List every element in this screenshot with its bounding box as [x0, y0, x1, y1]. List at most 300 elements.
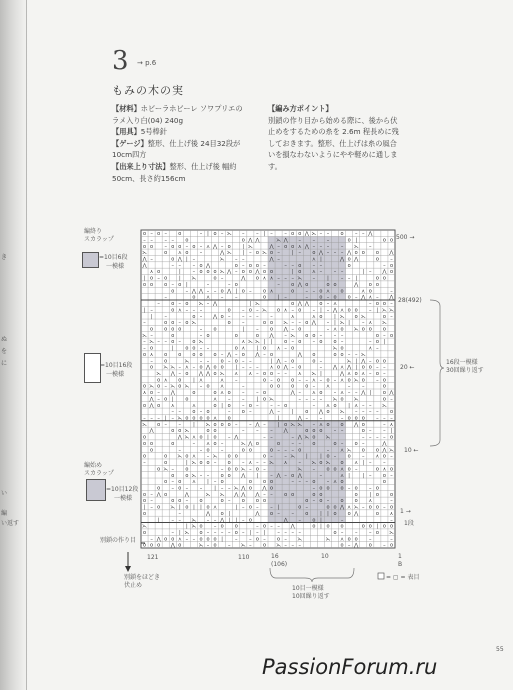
stitch-symbol: – — [270, 313, 273, 320]
stitch-symbol: o — [269, 485, 274, 492]
stitch-symbol: o — [262, 294, 267, 301]
stitch-symbol: – — [369, 460, 372, 467]
stitch-symbol: – — [298, 517, 301, 524]
stitch-symbol: ⋏ — [192, 479, 196, 486]
stitch-symbol: – — [312, 288, 316, 295]
stitch-symbol: ⋀ — [227, 288, 232, 295]
stitch-symbol: o — [389, 332, 394, 339]
stitch-symbol: ⋋ — [388, 530, 394, 537]
stitch-symbol: – — [185, 485, 189, 492]
stitch-symbol: o — [199, 536, 203, 543]
stitch-symbol: – — [227, 281, 231, 288]
stitch-symbol: o — [248, 485, 252, 492]
point-line: いを損なわないようにやや軽めに通します。 — [268, 150, 398, 171]
stitch-symbol: – — [178, 517, 182, 524]
stitch-symbol: o — [354, 485, 358, 492]
stitch-symbol: ⋋ — [254, 301, 260, 308]
stitch-symbol: | — [242, 243, 245, 250]
stitch-symbol: o — [248, 447, 252, 454]
stitch-symbol: o — [171, 498, 175, 505]
stitch-symbol: o — [185, 301, 189, 308]
stitch-symbol: o — [150, 326, 154, 333]
stitch-symbol: – — [291, 262, 294, 269]
stitch-symbol: o — [227, 460, 231, 467]
stitch-symbol: ⋏ — [269, 275, 274, 282]
stitch-symbol: – — [227, 485, 231, 492]
stitch-symbol: ⋏ — [220, 383, 224, 390]
stitch-symbol: o — [150, 440, 154, 447]
stitch-symbol: ⋏ — [340, 307, 344, 314]
stitch-symbol: o — [389, 262, 394, 269]
stitch-symbol: – — [270, 377, 273, 384]
stitch-symbol: o — [291, 345, 295, 352]
stitch-symbol: o — [185, 472, 189, 479]
col-10-label: 10 — [321, 553, 329, 560]
stitch-symbol: o — [340, 498, 344, 505]
stitch-symbol: – — [263, 421, 266, 428]
stitch-symbol: – — [235, 536, 238, 543]
stitch-symbol: – — [242, 396, 245, 403]
stitch-symbol: – — [333, 250, 337, 257]
stitch-symbol: – — [369, 409, 372, 416]
stitch-symbol: ⋋ — [191, 320, 197, 327]
stitch-symbol: – — [277, 523, 280, 530]
stitch-symbol: o — [199, 460, 203, 467]
stitch-symbol: ⋋ — [240, 466, 246, 473]
stitch-symbol: o — [150, 364, 154, 371]
stitch-symbol: o — [375, 466, 379, 473]
stitch-symbol: – — [171, 409, 174, 416]
stitch-symbol: – — [390, 313, 393, 320]
stitch-symbol: ⋀ — [304, 243, 309, 250]
col-16-label: 16 — [271, 553, 279, 560]
row-1-label: 1 → — [400, 508, 411, 515]
stitch-symbol: o — [347, 294, 351, 301]
stitch-symbol: – — [369, 243, 372, 250]
stitch-symbol: – — [277, 250, 280, 257]
stitch-symbol: ⋏ — [368, 320, 373, 327]
stitch-symbol: o — [389, 409, 394, 416]
stitch-symbol: – — [185, 498, 189, 505]
repeat-bracket-vertical — [430, 300, 444, 446]
stitch-symbol: o — [262, 498, 267, 505]
stitch-symbol: o — [220, 358, 224, 365]
row-500-label: 500 → — [396, 234, 415, 241]
stitch-symbol: ⋋ — [142, 421, 148, 428]
stitch-symbol: | — [327, 510, 329, 517]
stitch-symbol: o — [220, 523, 224, 530]
stitch-symbol: o — [262, 371, 267, 378]
stitch-symbol: – — [192, 269, 196, 276]
stitch-symbol: – — [242, 383, 245, 390]
stitch-symbol: ⋀ — [332, 364, 338, 371]
stitch-symbol: o — [368, 364, 372, 371]
stitch-symbol: ⋏ — [340, 390, 344, 397]
stitch-symbol: ⋏ — [220, 390, 224, 397]
stitch-symbol: o — [277, 364, 281, 371]
stitch-symbol: o — [255, 250, 259, 257]
stitch-symbol: o — [312, 428, 316, 435]
stitch-symbol: ⋋ — [297, 275, 303, 282]
stitch-symbol: o — [305, 320, 309, 327]
stitch-symbol: – — [192, 307, 196, 314]
stitch-symbol: – — [277, 243, 280, 250]
stitch-symbol: o — [354, 498, 358, 505]
stitch-symbol: ⋀ — [205, 262, 211, 269]
stitch-symbol: o — [213, 371, 217, 378]
stitch-symbol: o — [213, 536, 217, 543]
stitch-symbol: o — [171, 320, 175, 327]
margin-mark: を — [1, 348, 8, 355]
stitch-symbol: | — [178, 269, 181, 276]
stitch-symbol: | — [291, 409, 294, 416]
stitch-symbol: ⋏ — [354, 402, 359, 409]
stitch-symbol: ⋏ — [340, 377, 344, 384]
stitch-symbol: ⋀ — [283, 237, 288, 244]
stitch-symbol: – — [326, 237, 330, 244]
stitch-symbol: – — [206, 281, 210, 288]
stitch-symbol: o — [305, 332, 309, 339]
stitch-symbol: o — [150, 447, 154, 454]
stitch-symbol: ⋋ — [149, 383, 155, 390]
stitch-symbol: ⋋ — [184, 358, 190, 365]
stitch-symbol: o — [192, 243, 196, 250]
stitch-symbol: – — [242, 390, 245, 397]
stitch-symbol: o — [375, 371, 379, 378]
stitch-symbol: ⋋ — [170, 504, 176, 511]
stitch-symbol: o — [192, 294, 196, 301]
stitch-symbol: o — [142, 351, 147, 358]
stitch-symbol: ⋏ — [326, 383, 330, 390]
stitch-symbol: o — [333, 402, 337, 409]
stitch-symbol: – — [150, 231, 153, 238]
stitch-symbol: ⋋ — [198, 542, 204, 549]
stitch-symbol: – — [227, 396, 231, 403]
stitch-symbol: o — [375, 301, 379, 308]
stitch-symbol: – — [235, 269, 238, 276]
stitch-symbol: o — [291, 281, 295, 288]
stitch-symbol: ⋀ — [170, 542, 175, 549]
stitch-symbol: – — [305, 288, 309, 295]
stitch-symbol: – — [319, 262, 323, 269]
stitch-symbol: – — [347, 383, 351, 390]
stitch-symbol: ⋏ — [248, 460, 253, 467]
stitch-symbol: | — [320, 453, 322, 460]
stitch-symbol: – — [227, 358, 231, 365]
stitch-symbol: – — [220, 351, 224, 358]
stitch-symbol: ⋀ — [354, 421, 359, 428]
stitch-symbol: – — [164, 339, 167, 346]
stitch-symbol: | — [235, 517, 238, 524]
stitch-symbol: o — [319, 491, 323, 498]
point-line: 別鎖の作り目から始める際に、後から伏 — [268, 115, 398, 125]
stitch-symbol: – — [249, 364, 252, 371]
stitch-symbol: – — [312, 275, 316, 282]
stitch-symbol: ⋋ — [325, 434, 331, 441]
stitch-symbol: ⋀ — [255, 510, 260, 517]
stitch-symbol: o — [213, 428, 217, 435]
stitch-symbol: ⋏ — [312, 390, 316, 397]
stitch-symbol: ⋋ — [276, 237, 282, 244]
stitch-symbol: o — [382, 275, 386, 282]
stitch-symbol: | — [263, 530, 266, 537]
stitch-symbol: ⋋ — [353, 243, 359, 250]
stitch-symbol: o — [220, 288, 224, 295]
stitch-symbol: ⋋ — [290, 421, 296, 428]
stitch-symbol: o — [347, 307, 351, 314]
stitch-symbol: ⋏ — [283, 307, 288, 314]
stitch-symbol: o — [347, 536, 351, 543]
stitch-symbol: o — [248, 402, 252, 409]
stitch-symbol: – — [220, 466, 224, 473]
stitch-symbol: o — [340, 460, 344, 467]
stitch-symbol: o — [375, 332, 379, 339]
stitch-symbol: – — [312, 421, 316, 428]
stitch-symbol: ⋋ — [142, 523, 148, 530]
stitch-symbol: – — [369, 339, 372, 346]
stitch-symbol: o — [340, 326, 344, 333]
stitch-symbol: ⋀ — [297, 415, 302, 422]
stitch-symbol: – — [249, 250, 252, 257]
stitch-symbol: o — [326, 281, 330, 288]
stitch-symbol: – — [305, 504, 309, 511]
stitch-symbol: ⋏ — [375, 453, 380, 460]
stitch-symbol: – — [333, 332, 337, 339]
stitch-symbol: – — [171, 281, 174, 288]
stitch-symbol: o — [157, 231, 161, 238]
stitch-symbol: – — [383, 371, 386, 378]
stitch-symbol: o — [150, 345, 154, 352]
stitch-symbol: o — [213, 269, 217, 276]
stitch-symbol: o — [171, 307, 175, 314]
stitch-symbol: – — [249, 313, 252, 320]
stitch-symbol: ⋋ — [381, 402, 387, 409]
stitch-symbol: o — [333, 351, 337, 358]
stitch-symbol: – — [213, 288, 217, 295]
stitch-symbol: ⋀ — [297, 301, 302, 308]
stitch-symbol: – — [256, 371, 259, 378]
stitch-symbol: – — [362, 231, 365, 238]
stitch-symbol: – — [284, 231, 287, 238]
stitch-symbol: o — [312, 479, 316, 486]
bind-off-label: 別鎖をほどき 伏止め — [124, 574, 161, 589]
stitch-symbol: ⋋ — [269, 396, 275, 403]
stitch-symbol: ⋀ — [262, 485, 267, 492]
stitch-symbol: ⋏ — [177, 250, 182, 257]
stitch-symbol: – — [249, 421, 252, 428]
stitch-symbol: ⋀ — [389, 390, 394, 397]
stitch-symbol: – — [235, 294, 238, 301]
stitch-symbol: o — [234, 530, 238, 537]
stitch-symbol: ⋋ — [184, 530, 190, 537]
stitch-symbol: ⋀ — [191, 288, 196, 295]
stitch-symbol: – — [347, 390, 351, 397]
stitch-symbol: ⋏ — [347, 504, 351, 511]
margin-mark: ぬ — [1, 336, 8, 343]
stitch-symbol: o — [142, 542, 147, 549]
stitch-symbol: | — [193, 504, 195, 511]
stitch-symbol: | — [186, 256, 188, 263]
stitch-symbol: – — [362, 409, 365, 416]
repeat-vertical-label: 16段一模様 30回繰り返す — [446, 359, 484, 374]
stitch-symbol: – — [185, 307, 189, 314]
stitch-symbol: o — [185, 415, 189, 422]
stitch-symbol: o — [206, 428, 210, 435]
stitch-symbol: o — [206, 504, 210, 511]
stitch-symbol: – — [164, 237, 167, 244]
stitch-symbol: – — [263, 466, 266, 473]
stitch-symbol: ⋋ — [346, 358, 352, 365]
point-heading: 【編み方ポイント】 — [268, 104, 333, 113]
stitch-symbol: – — [383, 542, 386, 549]
stitch-symbol: – — [178, 447, 182, 454]
stitch-symbol: o — [213, 440, 217, 447]
stitch-symbol: – — [390, 517, 393, 524]
stitch-symbol: – — [291, 510, 294, 517]
stitch-symbol: | — [242, 250, 245, 257]
stitch-symbol: ⋀ — [269, 332, 274, 339]
stitch-symbol: o — [213, 434, 217, 441]
stitch-symbol: o — [291, 383, 295, 390]
stitch-symbol: o — [312, 358, 316, 365]
point-line: しておきます。整形、仕上げは糸の風合 — [268, 138, 397, 148]
stitch-symbol: o — [178, 326, 182, 333]
stitch-symbol: o — [340, 479, 344, 486]
stitch-symbol: o — [291, 288, 295, 295]
stitch-symbol: o — [298, 307, 302, 314]
stitch-symbol: o — [234, 262, 238, 269]
stitch-symbol: – — [164, 421, 167, 428]
stitch-symbol: o — [389, 491, 394, 498]
stitch-symbol: ⋀ — [170, 371, 175, 378]
stitch-symbol: ⋀ — [361, 358, 366, 365]
stitch-symbol: ⋀ — [283, 326, 288, 333]
stitch-symbol: ⋀ — [318, 250, 323, 257]
stitch-symbol: – — [312, 383, 316, 390]
stitch-symbol: | — [320, 523, 322, 530]
stitch-symbol: | — [355, 358, 358, 365]
stitch-symbol: o — [248, 517, 252, 524]
stitch-symbol: ⋋ — [191, 275, 197, 282]
stitch-symbol: – — [227, 530, 231, 537]
stitch-symbol: o — [213, 231, 217, 238]
stitch-symbol: – — [284, 262, 287, 269]
stitch-symbol: ⋀ — [149, 428, 154, 435]
stitch-symbol: ⋏ — [319, 421, 323, 428]
stitch-symbol: – — [305, 415, 309, 422]
stitch-symbol: o — [164, 358, 168, 365]
stitch-symbol: – — [298, 396, 301, 403]
stitch-symbol: – — [199, 345, 203, 352]
stitch-symbol: – — [206, 453, 210, 460]
stitch-symbol: o — [298, 269, 302, 276]
stitch-symbol: o — [361, 377, 365, 384]
stitch-symbol: | — [348, 472, 350, 479]
repeat-horizontal-label: 10目一模様 10回繰り返す — [292, 585, 330, 600]
stitch-symbol: | — [164, 415, 167, 422]
stitch-symbol: o — [340, 345, 344, 352]
stitch-symbol: ⋏ — [241, 345, 246, 352]
stitch-symbol: o — [361, 421, 365, 428]
stitch-symbol: ⋀ — [269, 409, 274, 416]
stitch-symbol: | — [277, 421, 280, 428]
stitch-symbol: – — [319, 231, 323, 238]
stitch-symbol: – — [256, 313, 259, 320]
stitch-symbol: o — [199, 523, 203, 530]
stitch-symbol: | — [214, 485, 216, 492]
stitch-symbol: o — [255, 440, 259, 447]
stitch-symbol: – — [298, 440, 301, 447]
stitch-symbol: – — [312, 498, 316, 505]
stitch-symbol: o — [142, 383, 147, 390]
stitch-symbol: | — [186, 460, 188, 467]
stitch-symbol: – — [199, 383, 203, 390]
stitch-symbol: ⋏ — [389, 421, 394, 428]
stitch-symbol: – — [164, 313, 167, 320]
stitch-symbol: o — [213, 542, 217, 549]
stitch-symbol: ⋋ — [290, 453, 296, 460]
stitch-symbol: o — [248, 307, 252, 314]
stitch-symbol: o — [382, 523, 386, 530]
stitch-symbol: – — [249, 409, 252, 416]
stitch-symbol: – — [249, 288, 252, 295]
stitch-symbol: o — [164, 536, 168, 543]
stitch-symbol: o — [269, 383, 274, 390]
stitch-symbol: – — [390, 498, 393, 505]
legend1-sub: 一模様 — [106, 263, 125, 270]
stitch-symbol: ⋏ — [192, 453, 196, 460]
stitch-symbol: o — [340, 351, 344, 358]
stitch-symbol: ⋀ — [382, 440, 387, 447]
stitch-symbol: o — [234, 358, 238, 365]
stitch-symbol: ⋋ — [332, 396, 338, 403]
stitch-symbol: – — [171, 262, 174, 269]
stitch-symbol: o — [234, 466, 238, 473]
stitch-symbol: ⋋ — [339, 313, 345, 320]
stitch-symbol: – — [171, 517, 174, 524]
stitch-symbol: o — [382, 326, 386, 333]
stitch-symbol: | — [143, 307, 146, 314]
stitch-symbol: – — [284, 472, 287, 479]
stitch-symbol: o — [382, 396, 386, 403]
stitch-symbol: – — [157, 415, 160, 422]
stitch-symbol: | — [193, 377, 195, 384]
stitch-symbol: | — [376, 307, 379, 314]
stitch-symbol: o — [142, 510, 147, 517]
stitch-symbol: o — [298, 447, 302, 454]
stitch-symbol: o — [178, 542, 182, 549]
stitch-symbol: ⋀ — [382, 447, 387, 454]
stitch-symbol: ⋋ — [212, 453, 218, 460]
stitch-symbol: o — [361, 326, 365, 333]
stitch-symbol: o — [333, 339, 337, 346]
stitch-symbol: ⋀ — [213, 301, 218, 308]
stitch-symbol: o — [220, 313, 224, 320]
stitch-symbol: – — [242, 428, 245, 435]
stitch-symbol: – — [213, 523, 217, 530]
stitch-symbol: | — [143, 275, 146, 282]
stitch-symbol: – — [171, 530, 174, 537]
stitch-symbol: ⋀ — [220, 517, 225, 524]
stitch-symbol: – — [235, 377, 238, 384]
stitch-symbol: ⋋ — [163, 466, 169, 473]
stitch-symbol: – — [220, 294, 224, 301]
stitch-symbol: | — [221, 536, 223, 543]
stitch-symbol: – — [143, 339, 146, 346]
stitch-symbol: – — [150, 332, 153, 339]
stitch-symbol: ⋋ — [311, 460, 317, 467]
stitch-symbol: – — [376, 409, 379, 416]
